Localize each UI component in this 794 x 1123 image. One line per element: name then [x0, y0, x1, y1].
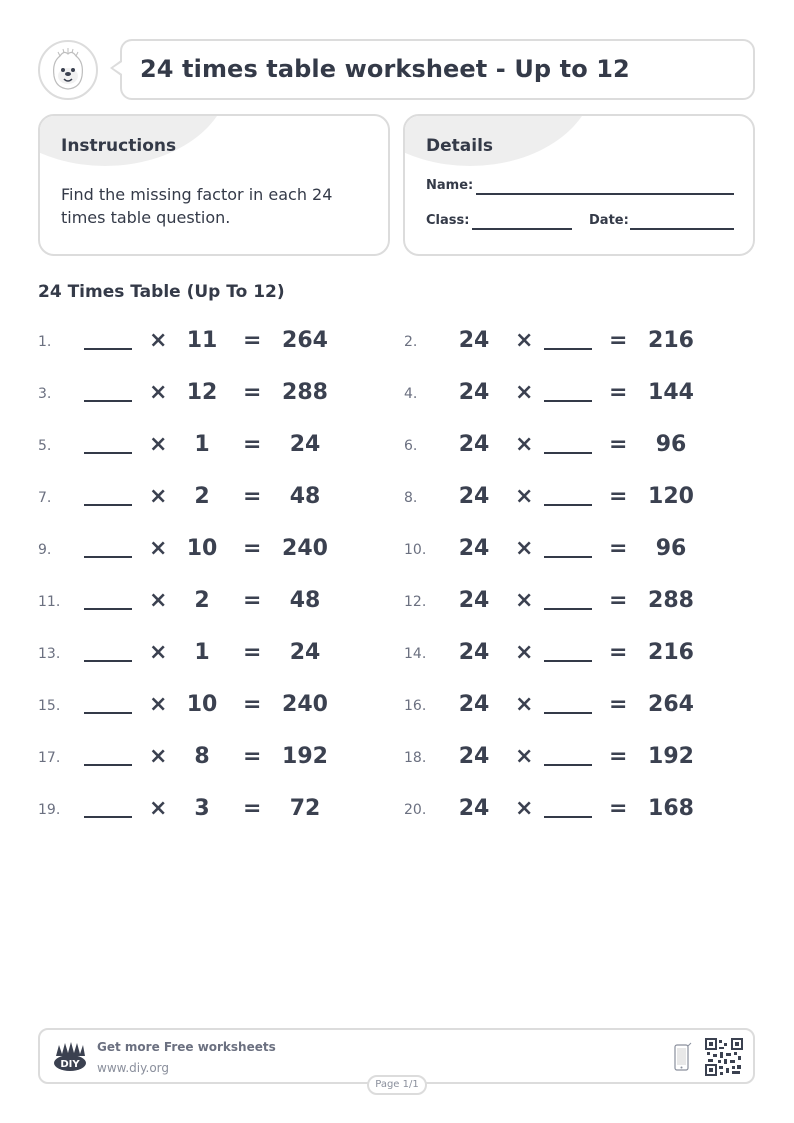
question-row	[38, 634, 398, 674]
question-row	[404, 582, 764, 622]
times-sign: ×	[515, 640, 534, 665]
question-row	[38, 738, 398, 778]
factor-a: 24	[458, 744, 490, 769]
question-row	[404, 374, 764, 414]
date-label: Date:	[589, 213, 629, 228]
question-row	[38, 790, 398, 830]
footer-promo-text: Get more Free worksheets	[97, 1040, 276, 1054]
answer-blank[interactable]	[544, 452, 592, 454]
times-sign: ×	[515, 328, 534, 353]
qr-code-icon[interactable]	[705, 1038, 743, 1076]
factor-b: 8	[194, 744, 210, 769]
factor-b: 11	[186, 328, 218, 353]
question-number: 13.	[38, 646, 61, 662]
answer-blank[interactable]	[84, 660, 132, 662]
answer-blank[interactable]	[544, 660, 592, 662]
question-row	[38, 582, 398, 622]
factor-b: 2	[194, 484, 210, 509]
page-indicator: Page 1/1	[367, 1075, 427, 1095]
question-number: 3.	[38, 386, 52, 402]
times-sign: ×	[149, 796, 168, 821]
page-title: 24 times table worksheet - Up to 12	[140, 55, 630, 83]
question-number: 17.	[38, 750, 61, 766]
answer-blank[interactable]	[84, 348, 132, 350]
question-number: 8.	[404, 490, 418, 506]
answer-blank[interactable]	[84, 764, 132, 766]
equals-sign: =	[609, 692, 628, 717]
equals-sign: =	[243, 328, 262, 353]
answer-blank[interactable]	[544, 608, 592, 610]
equals-sign: =	[243, 744, 262, 769]
equals-sign: =	[243, 796, 262, 821]
product-value: 144	[648, 380, 694, 405]
equals-sign: =	[609, 328, 628, 353]
question-number: 15.	[38, 698, 61, 714]
product-value: 48	[289, 484, 321, 509]
class-field[interactable]	[472, 228, 572, 230]
answer-blank[interactable]	[84, 712, 132, 714]
answer-blank[interactable]	[84, 400, 132, 402]
times-sign: ×	[515, 536, 534, 561]
question-row	[38, 426, 398, 466]
question-number: 5.	[38, 438, 52, 454]
factor-a: 24	[458, 588, 490, 613]
product-value: 120	[648, 484, 694, 509]
product-value: 240	[282, 536, 328, 561]
question-row	[404, 426, 764, 466]
question-row	[404, 686, 764, 726]
product-value: 216	[648, 640, 694, 665]
factor-b: 10	[186, 692, 218, 717]
footer-url-link[interactable]: www.diy.org	[97, 1061, 169, 1075]
name-field[interactable]	[476, 193, 734, 195]
answer-blank[interactable]	[544, 504, 592, 506]
answer-blank[interactable]	[544, 400, 592, 402]
instructions-box	[38, 114, 390, 256]
factor-b: 2	[194, 588, 210, 613]
factor-a: 24	[458, 484, 490, 509]
equals-sign: =	[609, 432, 628, 457]
product-value: 24	[289, 432, 321, 457]
yeti-mascot-icon	[40, 42, 96, 98]
answer-blank[interactable]	[84, 556, 132, 558]
question-row	[404, 530, 764, 570]
question-number: 10.	[404, 542, 427, 558]
times-sign: ×	[149, 328, 168, 353]
answer-blank[interactable]	[544, 764, 592, 766]
equals-sign: =	[243, 432, 262, 457]
answer-blank[interactable]	[544, 816, 592, 818]
diy-logo-icon	[53, 1042, 87, 1072]
product-value: 168	[648, 796, 694, 821]
factor-b: 1	[194, 432, 210, 457]
date-field[interactable]	[630, 228, 734, 230]
factor-b: 1	[194, 640, 210, 665]
answer-blank[interactable]	[84, 608, 132, 610]
question-number: 4.	[404, 386, 418, 402]
answer-blank[interactable]	[84, 816, 132, 818]
question-number: 14.	[404, 646, 427, 662]
question-row	[404, 738, 764, 778]
question-row	[38, 322, 398, 362]
mascot-avatar	[38, 40, 98, 100]
factor-a: 24	[458, 640, 490, 665]
product-value: 96	[655, 432, 687, 457]
times-sign: ×	[149, 588, 168, 613]
answer-blank[interactable]	[544, 712, 592, 714]
answer-blank[interactable]	[84, 504, 132, 506]
question-number: 19.	[38, 802, 61, 818]
details-box	[403, 114, 755, 256]
question-number: 6.	[404, 438, 418, 454]
product-value: 264	[282, 328, 328, 353]
product-value: 72	[289, 796, 321, 821]
question-row	[38, 478, 398, 518]
times-sign: ×	[515, 380, 534, 405]
equals-sign: =	[609, 588, 628, 613]
section-title: 24 Times Table (Up To 12)	[38, 282, 285, 302]
question-number: 20.	[404, 802, 427, 818]
factor-a: 24	[458, 536, 490, 561]
question-row	[38, 374, 398, 414]
phone-icon	[674, 1042, 692, 1072]
product-value: 192	[648, 744, 694, 769]
times-sign: ×	[149, 744, 168, 769]
equals-sign: =	[609, 380, 628, 405]
equals-sign: =	[243, 588, 262, 613]
details-heading: Details	[426, 136, 494, 156]
equals-sign: =	[609, 640, 628, 665]
question-number: 18.	[404, 750, 427, 766]
name-label: Name:	[426, 178, 474, 193]
factor-b: 10	[186, 536, 218, 561]
factor-b: 12	[186, 380, 218, 405]
times-sign: ×	[515, 692, 534, 717]
question-number: 7.	[38, 490, 52, 506]
product-value: 48	[289, 588, 321, 613]
times-sign: ×	[515, 588, 534, 613]
times-sign: ×	[515, 796, 534, 821]
times-sign: ×	[515, 484, 534, 509]
product-value: 192	[282, 744, 328, 769]
factor-a: 24	[458, 328, 490, 353]
equals-sign: =	[243, 380, 262, 405]
question-row	[404, 322, 764, 362]
answer-blank[interactable]	[544, 556, 592, 558]
factor-a: 24	[458, 380, 490, 405]
product-value: 240	[282, 692, 328, 717]
question-row	[38, 686, 398, 726]
factor-b: 3	[194, 796, 210, 821]
times-sign: ×	[515, 744, 534, 769]
product-value: 216	[648, 328, 694, 353]
times-sign: ×	[149, 484, 168, 509]
equals-sign: =	[243, 484, 262, 509]
question-number: 12.	[404, 594, 427, 610]
product-value: 24	[289, 640, 321, 665]
times-sign: ×	[149, 640, 168, 665]
question-row	[404, 478, 764, 518]
equals-sign: =	[609, 744, 628, 769]
question-number: 2.	[404, 334, 418, 350]
times-sign: ×	[149, 380, 168, 405]
question-row	[38, 530, 398, 570]
times-sign: ×	[149, 432, 168, 457]
question-row	[404, 634, 764, 674]
factor-a: 24	[458, 796, 490, 821]
equals-sign: =	[609, 796, 628, 821]
answer-blank[interactable]	[84, 452, 132, 454]
equals-sign: =	[243, 692, 262, 717]
question-number: 16.	[404, 698, 427, 714]
factor-a: 24	[458, 432, 490, 457]
question-number: 1.	[38, 334, 52, 350]
equals-sign: =	[609, 484, 628, 509]
product-value: 288	[648, 588, 694, 613]
times-sign: ×	[515, 432, 534, 457]
class-label: Class:	[426, 213, 470, 228]
equals-sign: =	[243, 640, 262, 665]
title-box	[120, 39, 755, 100]
times-sign: ×	[149, 536, 168, 561]
equals-sign: =	[609, 536, 628, 561]
question-row	[404, 790, 764, 830]
diy-logo-text: DIY	[60, 1059, 80, 1070]
equals-sign: =	[243, 536, 262, 561]
factor-a: 24	[458, 692, 490, 717]
question-number: 9.	[38, 542, 52, 558]
product-value: 264	[648, 692, 694, 717]
instructions-heading: Instructions	[61, 136, 177, 156]
question-number: 11.	[38, 594, 61, 610]
answer-blank[interactable]	[544, 348, 592, 350]
product-value: 288	[282, 380, 328, 405]
product-value: 96	[655, 536, 687, 561]
instructions-text: Find the missing factor in each 24 times table question.	[61, 185, 333, 227]
times-sign: ×	[149, 692, 168, 717]
speech-bubble-tail-inner	[113, 62, 122, 74]
